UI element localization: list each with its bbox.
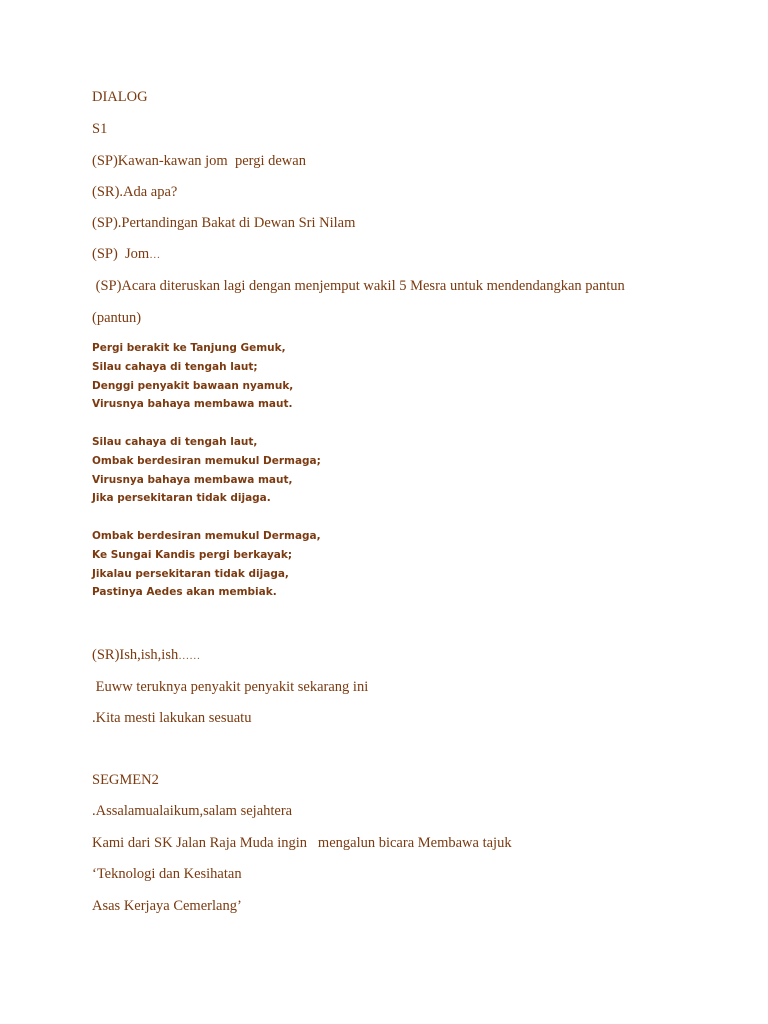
segment-line: Kami dari SK Jalan Raja Muda ingin mengalun bicara Membawa tajuk bbox=[92, 835, 512, 851]
dialog-line: (SP).Pertandingan Bakat di Dewan Sri Nilam bbox=[92, 215, 356, 231]
ellipsis: … bbox=[178, 650, 190, 662]
pantun-stanza-2 bbox=[92, 433, 321, 508]
scene-label: S1 bbox=[92, 121, 108, 137]
pantun-line: Ombak berdesiran memukul Dermaga, bbox=[92, 530, 321, 542]
dialog-line-jom bbox=[92, 245, 160, 264]
pantun-line: Silau cahaya di tengah laut, bbox=[92, 436, 258, 448]
dialog-line-text: (SP) Jom bbox=[92, 246, 150, 262]
segment-heading: SEGMEN2 bbox=[92, 772, 159, 788]
pantun-line: Pastinya Aedes akan membiak. bbox=[92, 586, 277, 599]
ellipsis: … bbox=[189, 650, 201, 662]
pantun-line: Jikalau persekitaran tidak dijaga, bbox=[92, 567, 289, 580]
pantun-line: Jika persekitaran tidak dijaga. bbox=[92, 492, 271, 505]
pantun-stanza-3 bbox=[92, 527, 321, 602]
pantun-stanza-1 bbox=[92, 339, 293, 414]
pantun-line: Ombak berdesiran memukul Dermaga; bbox=[92, 454, 321, 467]
pantun-line: Denggi penyakit bawaan nyamuk, bbox=[92, 379, 294, 392]
pantun-label: (pantun) bbox=[92, 310, 142, 326]
dialog-line-ish bbox=[92, 646, 200, 665]
segment-line: .Assalamualaikum,salam sejahtera bbox=[92, 803, 293, 819]
ellipsis: … bbox=[149, 249, 161, 261]
document-heading: DIALOG bbox=[92, 89, 148, 105]
pantun-line: Virusnya bahaya membawa maut. bbox=[92, 398, 293, 411]
pantun-line: Virusnya bahaya membawa maut, bbox=[92, 473, 293, 486]
dialog-line: Euww teruknya penyakit penyakit sekarang ini bbox=[92, 679, 369, 695]
pantun-line: Silau cahaya di tengah laut; bbox=[92, 360, 258, 373]
dialog-line: .Kita mesti lakukan sesuatu bbox=[92, 710, 252, 726]
dialog-line: (SP)Acara diteruskan lagi dengan menjemput wakil 5 Mesra untuk mendendangkan pantun bbox=[92, 278, 625, 294]
pantun-line: Ke Sungai Kandis pergi berkayak; bbox=[92, 548, 293, 561]
dialog-line: (SP)Kawan-kawan jom pergi dewan bbox=[92, 153, 306, 169]
segment-title-line: ‘Teknologi dan Kesihatan bbox=[92, 866, 242, 882]
pantun-line: Pergi berakit ke Tanjung Gemuk, bbox=[92, 342, 286, 354]
dialog-line-text: (SR)Ish,ish,ish bbox=[92, 647, 179, 663]
segment-title-line: Asas Kerjaya Cemerlang’ bbox=[92, 898, 242, 914]
dialog-line: (SR).Ada apa? bbox=[92, 184, 178, 200]
